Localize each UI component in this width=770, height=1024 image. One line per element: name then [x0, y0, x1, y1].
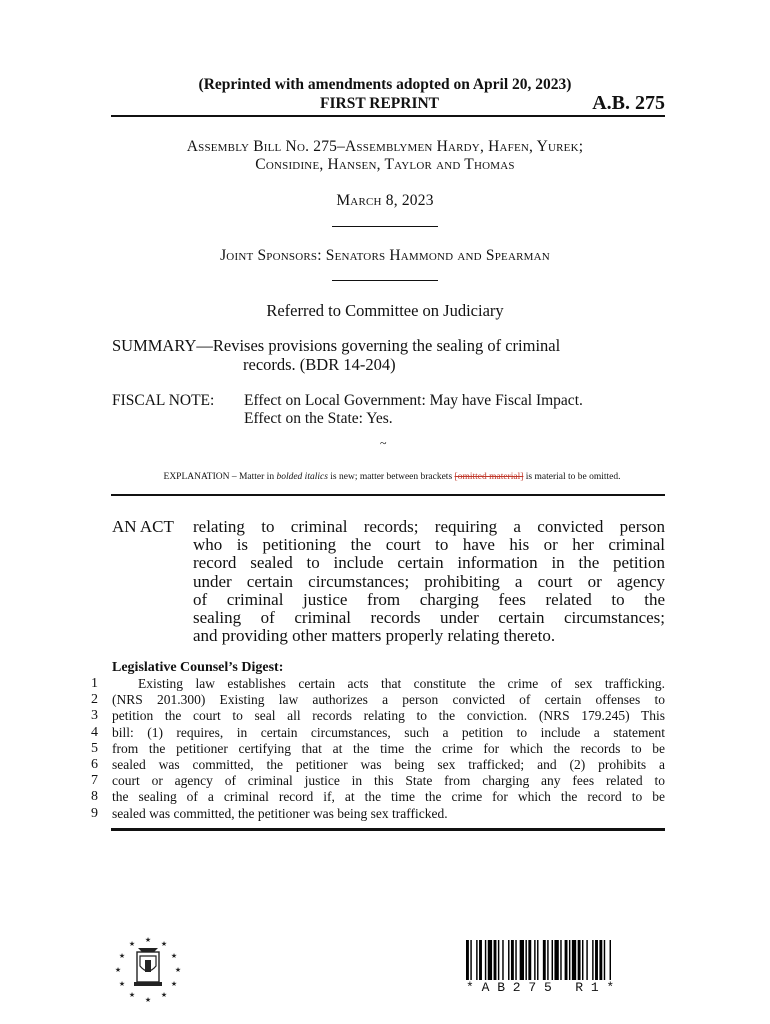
summary	[112, 336, 667, 374]
fiscal-note-label: FISCAL NOTE:	[112, 392, 215, 409]
barcode-bar	[520, 940, 524, 980]
svg-text:★: ★	[144, 996, 152, 1004]
explanation-italic: bolded italics	[276, 472, 328, 482]
barcode-bar	[572, 940, 576, 980]
svg-text:★: ★	[160, 940, 168, 948]
digest-title: Legislative Counsel’s Digest:	[112, 660, 284, 675]
barcode-bar	[508, 940, 509, 980]
barcode-bar	[537, 940, 538, 980]
bill-number: A.B. 275	[592, 92, 665, 114]
footer-rule	[111, 828, 665, 831]
explanation-suffix: is material to be omitted.	[523, 472, 621, 482]
digest-line: the sealing of a criminal record if, at the time the crime for which the record to be	[112, 789, 665, 805]
act-label: AN ACT	[112, 517, 174, 536]
line-number: 1	[91, 676, 98, 691]
summary-line-2: records. (BDR 14-204)	[243, 355, 396, 374]
svg-text:★: ★	[114, 966, 122, 974]
barcode-bar	[525, 940, 526, 980]
digest-line: from the petitioner certifying that at the time the crime for which the records to be	[112, 740, 665, 756]
barcode-bar	[479, 940, 482, 980]
barcode-text: * A B 2 7 5 R 1 *	[466, 980, 615, 995]
digest-line: petition the court to seal all records relating to the conviction. (NRS 179.245) This	[112, 708, 665, 724]
svg-text:★: ★	[174, 966, 182, 974]
line-number: 5	[91, 740, 98, 756]
digest-line: court or agency of criminal justice in this State from charging any fees related to	[112, 773, 665, 789]
act-line: of criminal justice from charging fees related to the	[193, 589, 665, 609]
act-line: and providing other matters properly relating thereto.	[193, 626, 556, 646]
svg-text:★: ★	[118, 980, 126, 988]
svg-text:★: ★	[118, 952, 126, 960]
barcode-bar	[543, 940, 546, 980]
digest-line: (NRS 201.300) Existing law authorizes a person convicted of certain offenses to	[112, 692, 665, 708]
barcode-bar	[476, 940, 477, 980]
act-line: sealing of criminal records under certain circumstances;	[193, 608, 665, 628]
svg-text:★: ★	[128, 991, 136, 999]
barcode-bar	[610, 940, 611, 980]
referred-to-committee: Referred to Committee on Judiciary	[266, 301, 504, 320]
line-number: 4	[91, 724, 98, 740]
svg-text:★: ★	[144, 936, 152, 944]
svg-text:★: ★	[160, 991, 168, 999]
bill-date: March 8, 2023	[336, 192, 434, 209]
line-number: 8	[91, 789, 98, 805]
barcode-bar	[582, 940, 583, 980]
barcode-bar	[604, 940, 605, 980]
barcode-bar	[578, 940, 581, 980]
joint-sponsors: Joint Sponsors: Senators Hammond and Spearman	[220, 247, 550, 264]
barcode-bar	[547, 940, 548, 980]
first-reprint-label: FIRST REPRINT	[320, 95, 440, 112]
digest-line: sealed was committed, the petitioner was being sex trafficked; and (2) prohibits a	[112, 757, 665, 773]
svg-text:★: ★	[170, 952, 178, 960]
barcode-bar	[565, 940, 568, 980]
line-number: 3	[91, 708, 98, 724]
barcode-bar	[485, 940, 486, 980]
barcode-bar	[534, 940, 535, 980]
barcode-bar	[502, 940, 503, 980]
digest-body	[112, 676, 665, 822]
section-separator: ~	[380, 436, 387, 450]
act-line: who is petitioning the court to have his or her criminal	[193, 535, 665, 555]
divider-dash	[332, 280, 438, 281]
barcode-bar	[595, 940, 598, 980]
barcode-bar	[488, 940, 492, 980]
act-line: record sealed to include certain information in the petition	[193, 553, 665, 573]
barcode-bar	[554, 940, 558, 980]
act-line: relating to criminal records; requiring a convicted person	[193, 517, 665, 536]
digest-line: sealed was committed, the petitioner was being sex trafficked.	[112, 805, 448, 821]
explanation-omitted: [omitted material]	[454, 472, 524, 482]
svg-text:★: ★	[128, 940, 136, 948]
barcode-icon	[466, 940, 662, 980]
divider-dash	[332, 226, 438, 227]
barcode-bar	[498, 940, 499, 980]
explanation-prefix: EXPLANATION – Matter in	[163, 472, 277, 482]
explanation-note	[112, 472, 672, 482]
barcode-bar	[528, 940, 531, 980]
bill-title-line-2: Considine, Hansen, Taylor and Thomas	[255, 156, 515, 173]
line-numbers	[78, 676, 98, 822]
barcode-bar	[511, 940, 514, 980]
act-line: under certain circumstances; prohibiting a court or agency	[193, 571, 665, 591]
header-rule	[111, 115, 665, 117]
barcode-bar	[552, 940, 553, 980]
digest-line: Existing law establishes certain acts that constitute the crime of sex trafficking.	[138, 676, 665, 691]
state-seal-icon	[112, 934, 184, 1006]
digest-line: bill: (1) requires, in certain circumstances, such a petition to include a statement	[112, 724, 665, 740]
fiscal-local-effect: Effect on Local Government: May have Fiscal Impact.	[244, 392, 583, 409]
fiscal-state-effect: Effect on the State: Yes.	[244, 410, 393, 427]
barcode-bar	[569, 940, 570, 980]
barcode-bar	[560, 940, 561, 980]
barcode-bar	[592, 940, 593, 980]
bill-title-line-1: Assembly Bill No. 275–Assemblymen Hardy, Hafen, Yurek;	[186, 138, 584, 155]
svg-text:★: ★	[170, 980, 178, 988]
line-number: 2	[91, 692, 98, 708]
explanation-rule	[111, 494, 665, 496]
line-number: 6	[91, 757, 98, 773]
barcode-bar	[515, 940, 516, 980]
summary-line-1: SUMMARY—Revises provisions governing the sealing of criminal	[112, 336, 561, 355]
barcode-bar	[466, 940, 469, 980]
line-number: 9	[91, 805, 98, 821]
explanation-middle: is new; matter between brackets	[327, 472, 455, 482]
barcode-bar	[494, 940, 497, 980]
line-number: 7	[91, 773, 98, 789]
reprint-note: (Reprinted with amendments adopted on April 20, 2023)	[198, 76, 572, 93]
barcode-bar	[586, 940, 587, 980]
barcode-bar	[599, 940, 602, 980]
barcode-bar	[470, 940, 471, 980]
